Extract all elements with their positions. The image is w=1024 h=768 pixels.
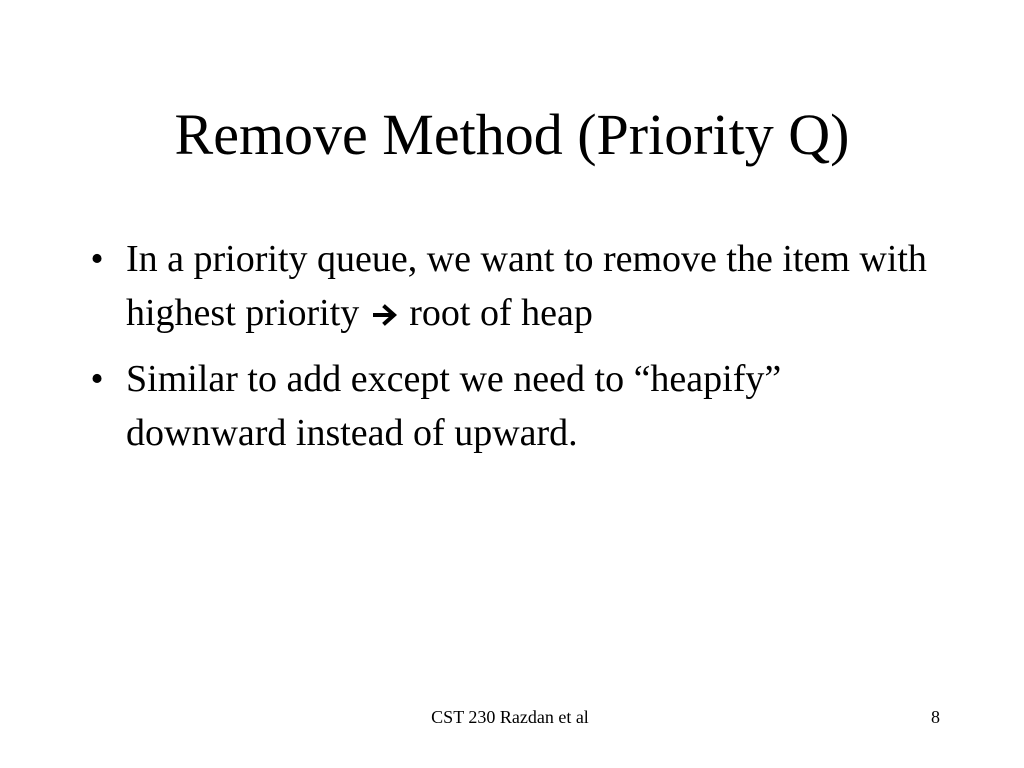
bullet-item-2 <box>82 352 942 460</box>
bullet-marker: • <box>90 238 104 280</box>
slide-title: Remove Method (Priority Q) <box>174 102 850 167</box>
bullet-item-1 <box>82 232 942 342</box>
right-arrow-icon <box>373 288 399 342</box>
bullet-marker: • <box>90 358 104 400</box>
footer-course-text: CST 230 Razdan et al <box>431 707 589 727</box>
page-number: 8 <box>931 707 940 727</box>
bullet-2-text: Similar to add except we need to “heapify” downward instead of upward. <box>126 358 782 454</box>
bullet-list <box>82 232 942 470</box>
bullet-1-text-start: In a priority queue, we want to remove the item with highest priority <box>126 238 927 334</box>
bullet-1-text-end: root of heap <box>409 292 593 334</box>
